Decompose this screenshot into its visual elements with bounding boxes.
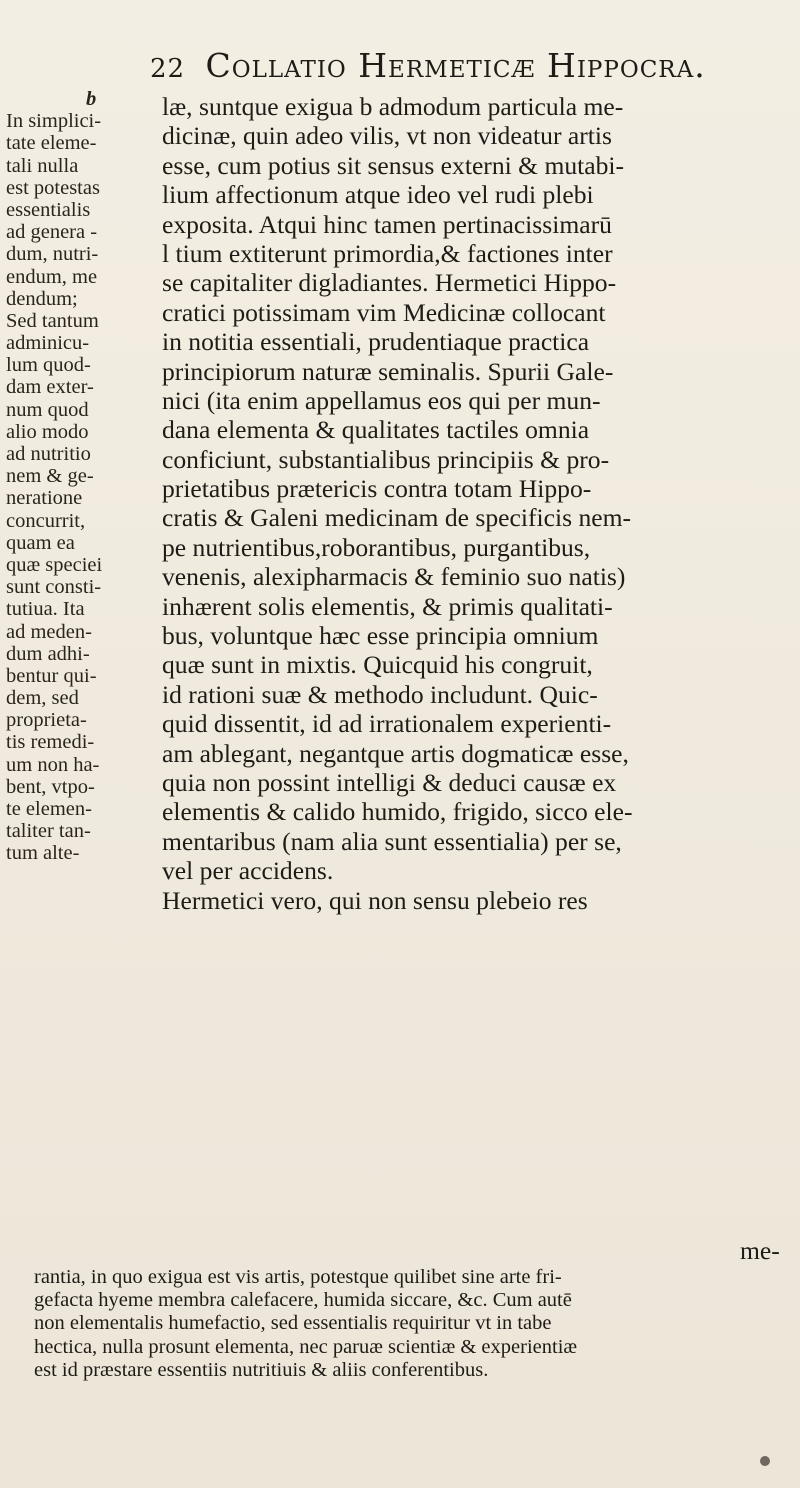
text-line: exposita. Atqui hinc tamen pertinacissimarū	[162, 209, 612, 239]
page-number: 22	[150, 54, 186, 84]
text-line: cratis & Galeni medicinam de specificis nem-	[162, 503, 632, 533]
text-line: id rationi suæ & methodo includunt. Quic-	[162, 679, 598, 709]
margin-line: taliter tan-	[6, 820, 91, 843]
page-header	[150, 46, 790, 90]
text-line: est id præstare essentiis nutritiuis & aliis conferentibus.	[34, 1358, 489, 1381]
text-line: læ, suntque exigua b admodum particula me-	[162, 92, 624, 121]
margin-line: In simplici-	[6, 110, 102, 133]
margin-line: dendum;	[6, 287, 78, 310]
margin-line: Sed tantum	[6, 309, 99, 332]
margin-line: tum alte-	[6, 842, 80, 865]
margin-line: te elemen-	[6, 798, 92, 820]
text-line: quia non possint intelligi & deduci causæ ex	[162, 767, 617, 797]
main-text	[162, 92, 796, 915]
text-line: quæ sunt in mixtis. Quicquid his congruit,	[162, 650, 593, 680]
margin-line: alio modo	[6, 420, 89, 443]
text-line: hectica, nulla prosunt elementa, nec paruæ scientiæ & experientiæ	[34, 1335, 578, 1358]
text-line: l tium extiterunt primordia,& factiones inter	[162, 238, 613, 268]
text-line: dana elementa & qualitates tactiles omnia	[162, 415, 590, 445]
margin-line: dam exter-	[6, 376, 94, 399]
text-line: inhærent solis elementis, & primis qualitati-	[162, 591, 613, 621]
text-line: conficiunt, substantialibus principiis & pro-	[162, 444, 610, 474]
margin-line: quam ea	[6, 531, 75, 554]
margin-line: b	[86, 88, 97, 110]
hyphen-continuation: me-	[740, 1236, 780, 1265]
margin-line: tutiua. Ita	[6, 598, 85, 621]
text-line: dicinæ, quin adeo vilis, vt non videatur artis	[162, 121, 612, 151]
margin-line: nem & ge-	[6, 465, 94, 488]
text-line: pe nutrientibus,roborantibus, purgantibus,	[162, 532, 591, 562]
margin-line: essentialis	[6, 198, 91, 221]
text-line: am ablegant, negantque artis dogmaticæ esse,	[162, 738, 629, 768]
margin-line: concurrit,	[6, 509, 86, 532]
margin-line: um non ha-	[6, 753, 100, 776]
margin-line: tis remedi-	[6, 731, 95, 754]
margin-line: quæ speciei	[6, 553, 103, 576]
marginal-notes	[6, 88, 158, 865]
ink-spot	[760, 1456, 770, 1466]
text-line: in notitia essentiali, prudentiaque practica	[162, 327, 590, 357]
text-line: vel per accidens.	[162, 856, 334, 886]
running-title: Collatio Hermeticæ Hippocra.	[205, 46, 706, 85]
margin-line: bentur qui-	[6, 664, 97, 687]
text-line: rantia, in quo exigua est vis artis, potestque quilibet sine arte fri-	[34, 1266, 562, 1288]
text-line: principiorum naturæ seminalis. Spurii Gale-	[162, 356, 614, 386]
text-line: Hermetici vero, qui non sensu plebeio res	[162, 885, 588, 915]
text-line: venenis, alexipharmacis & feminio suo natis)	[162, 562, 626, 592]
margin-line: endum, me	[6, 265, 98, 288]
margin-line: ad nutritio	[6, 443, 91, 465]
margin-line: ad meden-	[6, 620, 92, 643]
margin-line: adminicu-	[6, 332, 90, 355]
margin-line: sunt consti-	[6, 576, 102, 599]
margin-line: dem, sed	[6, 687, 79, 710]
margin-line: dum, nutri-	[6, 243, 99, 266]
margin-line: ad genera -	[6, 221, 98, 244]
text-line: lium affectionum atque ideo vel rudi plebi	[162, 180, 594, 210]
text-line: prietatibus prætericis contra totam Hippo-	[162, 474, 592, 504]
text-line: se capitaliter digladiantes. Hermetici Hippo-	[162, 268, 617, 298]
text-line: non elementalis humefactio, sed essentialis requiritur vt in tabe	[34, 1312, 552, 1335]
margin-line: est potestas	[6, 176, 100, 199]
text-line: bus, voluntque hæc esse principia omnium	[162, 621, 599, 651]
margin-line: num quod	[6, 398, 89, 421]
margin-line: neratione	[6, 487, 83, 510]
margin-line: proprieta-	[6, 709, 87, 732]
margin-line: dum adhi-	[6, 642, 90, 665]
text-line: nici (ita enim appellamus eos qui per mun-	[162, 385, 601, 415]
full-width-text	[34, 1266, 796, 1382]
margin-line: bent, vtpo-	[6, 775, 95, 798]
text-line: mentaribus (nam alia sunt essentialia) per se,	[162, 826, 622, 856]
margin-line: tali nulla	[6, 154, 79, 177]
margin-line: tate eleme-	[6, 132, 97, 155]
margin-line: lum quod-	[6, 354, 91, 377]
text-line: gefacta hyeme membra calefacere, humida siccare, &c. Cum autē	[34, 1289, 572, 1312]
text-line: elementis & calido humido, frigido, sicco ele-	[162, 797, 633, 827]
text-line: esse, cum potius sit sensus externi & mutabi-	[162, 150, 625, 180]
text-line: cratici potissimam vim Medicinæ collocant	[162, 297, 606, 327]
text-line: quid dissentit, id ad irrationalem experienti-	[162, 709, 612, 739]
